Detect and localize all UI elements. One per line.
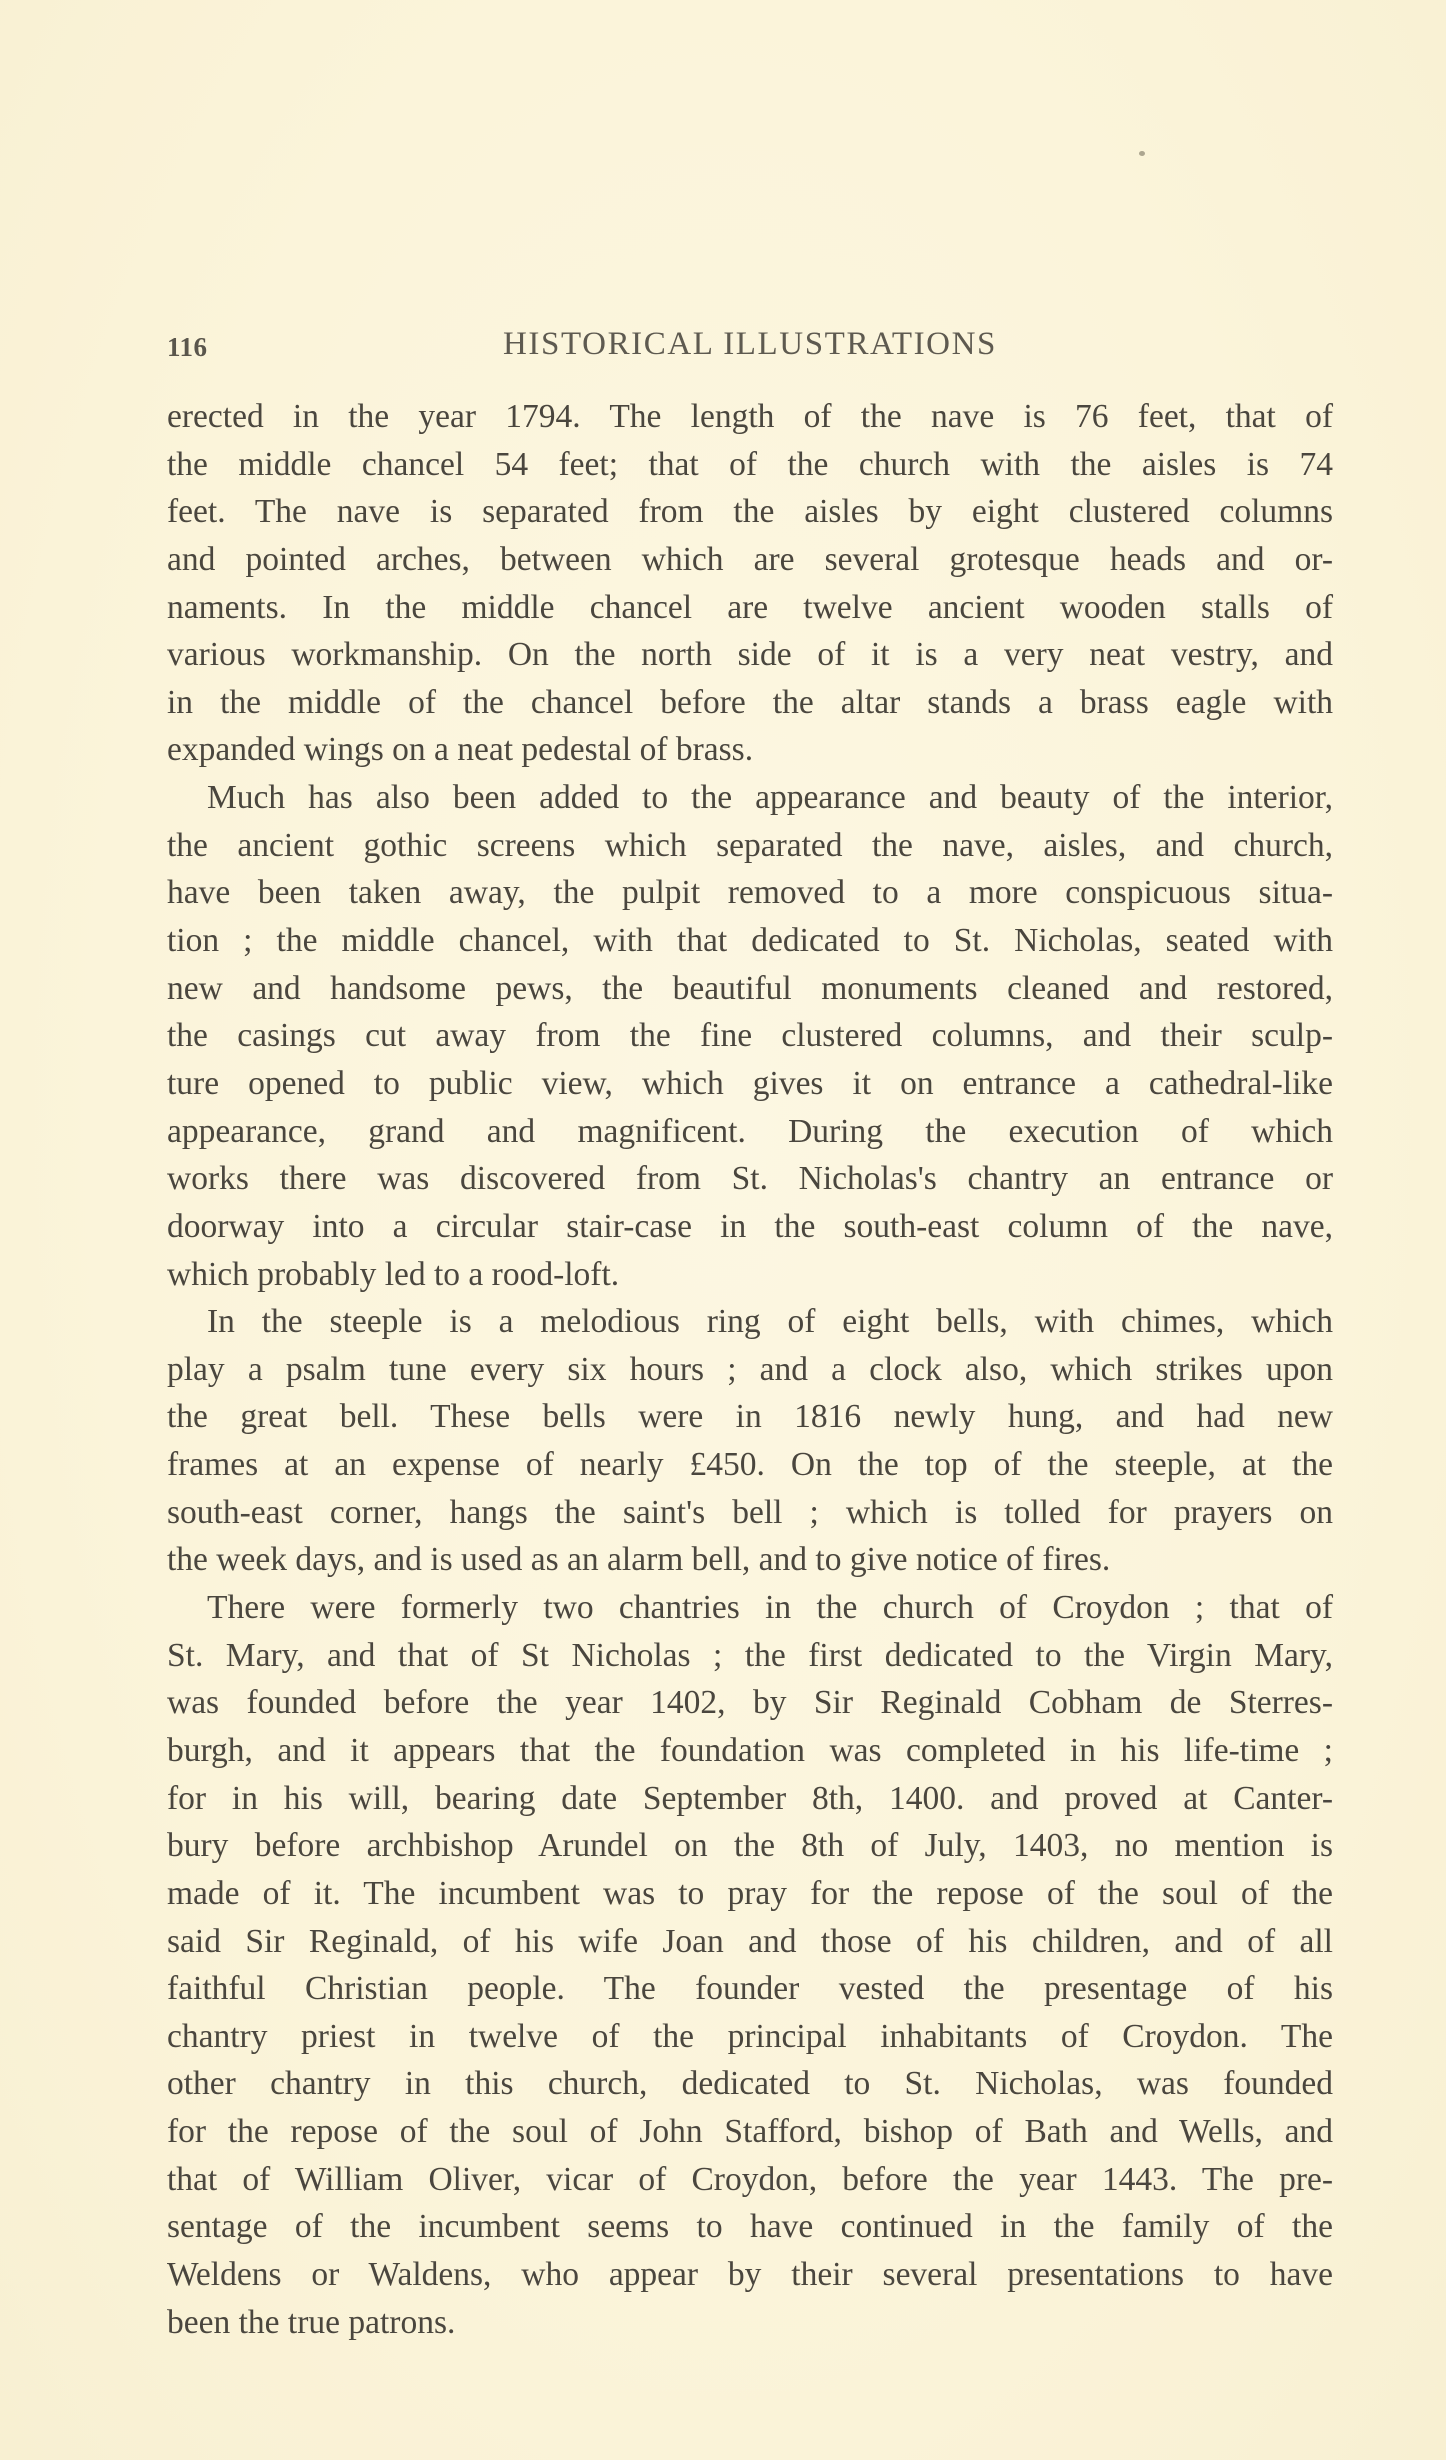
text-line: expanded wings on a neat pedestal of brass. <box>167 731 754 769</box>
text-line: bury before archbishop Arundel on the 8th of July, 1403, no mention is <box>167 1827 1333 1865</box>
text-line: the casings cut away from the fine clustered columns, and their sculp- <box>167 1017 1333 1055</box>
text-line: was founded before the year 1402, by Sir Reginald Cobham de Sterres- <box>167 1684 1333 1722</box>
running-title: HISTORICAL ILLUSTRATIONS <box>503 326 997 362</box>
paragraph <box>167 393 1333 774</box>
text-line: been the true patrons. <box>167 2303 456 2341</box>
text-line: appearance, grand and magnificent. During the execution of which <box>167 1112 1333 1150</box>
text-line: erected in the year 1794. The length of the nave is 76 feet, that of <box>167 398 1333 435</box>
text-line: doorway into a circular stair-case in the south-east column of the nave, <box>167 1207 1333 1245</box>
text-line: other chantry in this church, dedicated to St. Nicholas, was founded <box>167 2065 1333 2103</box>
paper-speck <box>1139 151 1145 156</box>
text-line: burgh, and it appears that the foundation was completed in his life-time ; <box>167 1731 1333 1769</box>
paragraph <box>167 1298 1333 1584</box>
running-head <box>167 322 1333 362</box>
text-line: Weldens or Waldens, who appear by their several presentations to have <box>167 2255 1333 2293</box>
text-line: south-east corner, hangs the saint's bell ; which is tolled for prayers on <box>167 1493 1333 1531</box>
text-line: the week days, and is used as an alarm bell, and to give notice of fires. <box>167 1541 1111 1579</box>
paragraph <box>167 774 1333 1298</box>
text-line: and pointed arches, between which are several grotesque heads and or- <box>167 540 1333 578</box>
text-line: St. Mary, and that of St Nicholas ; the first dedicated to the Virgin Mary, <box>167 1636 1333 1674</box>
text-line: said Sir Reginald, of his wife Joan and those of his children, and of all <box>167 1922 1333 1960</box>
text-line: works there was discovered from St. Nicholas's chantry an entrance or <box>167 1160 1333 1198</box>
text-line: for in his will, bearing date September 8th, 1400. and proved at Canter- <box>167 1779 1333 1817</box>
text-line: In the steeple is a melodious ring of eight bells, with chimes, which <box>207 1303 1333 1341</box>
text-line: made of it. The incumbent was to pray for the repose of the soul of the <box>167 1874 1333 1912</box>
text-line: various workmanship. On the north side of it is a very neat vestry, and <box>167 636 1333 674</box>
text-line: new and handsome pews, the beautiful monuments cleaned and restored, <box>167 969 1333 1007</box>
text-line: the great bell. These bells were in 1816 newly hung, and had new <box>167 1398 1333 1436</box>
text-line: which probably led to a rood-loft. <box>167 1255 620 1293</box>
text-line: the middle chancel 54 feet; that of the church with the aisles is 74 <box>167 445 1333 483</box>
text-line: that of William Oliver, vicar of Croydon, before the year 1443. The pre- <box>167 2160 1333 2198</box>
text-line: for the repose of the soul of John Stafford, bishop of Bath and Wells, and <box>167 2113 1333 2151</box>
text-line: frames at an expense of nearly £450. On the top of the steeple, at the <box>167 1446 1333 1484</box>
text-line: tion ; the middle chancel, with that dedicated to St. Nicholas, seated with <box>167 922 1333 960</box>
text-line: have been taken away, the pulpit removed to a more conspicuous situa- <box>167 874 1333 912</box>
text-line: Much has also been added to the appearance and beauty of the interior, <box>207 779 1333 817</box>
text-line: feet. The nave is separated from the aisles by eight clustered columns <box>167 493 1333 531</box>
page-number: 116 <box>167 332 208 362</box>
paragraph <box>167 1584 1333 2346</box>
text-line: sentage of the incumbent seems to have continued in the family of the <box>167 2208 1333 2246</box>
text-line: faithful Christian people. The founder vested the presentage of his <box>167 1970 1333 2008</box>
text-line: the ancient gothic screens which separated the nave, aisles, and church, <box>167 826 1333 864</box>
text-line: chantry priest in twelve of the principal inhabitants of Croydon. The <box>167 2017 1333 2055</box>
text-line: There were formerly two chantries in the church of Croydon ; that of <box>207 1589 1333 1627</box>
text-line: naments. In the middle chancel are twelve ancient wooden stalls of <box>167 588 1333 626</box>
body-text <box>167 393 1333 2346</box>
text-line: play a psalm tune every six hours ; and a clock also, which strikes upon <box>167 1350 1333 1388</box>
text-line: ture opened to public view, which gives it on entrance a cathedral-like <box>167 1064 1333 1102</box>
text-line: in the middle of the chancel before the altar stands a brass eagle with <box>167 683 1333 721</box>
